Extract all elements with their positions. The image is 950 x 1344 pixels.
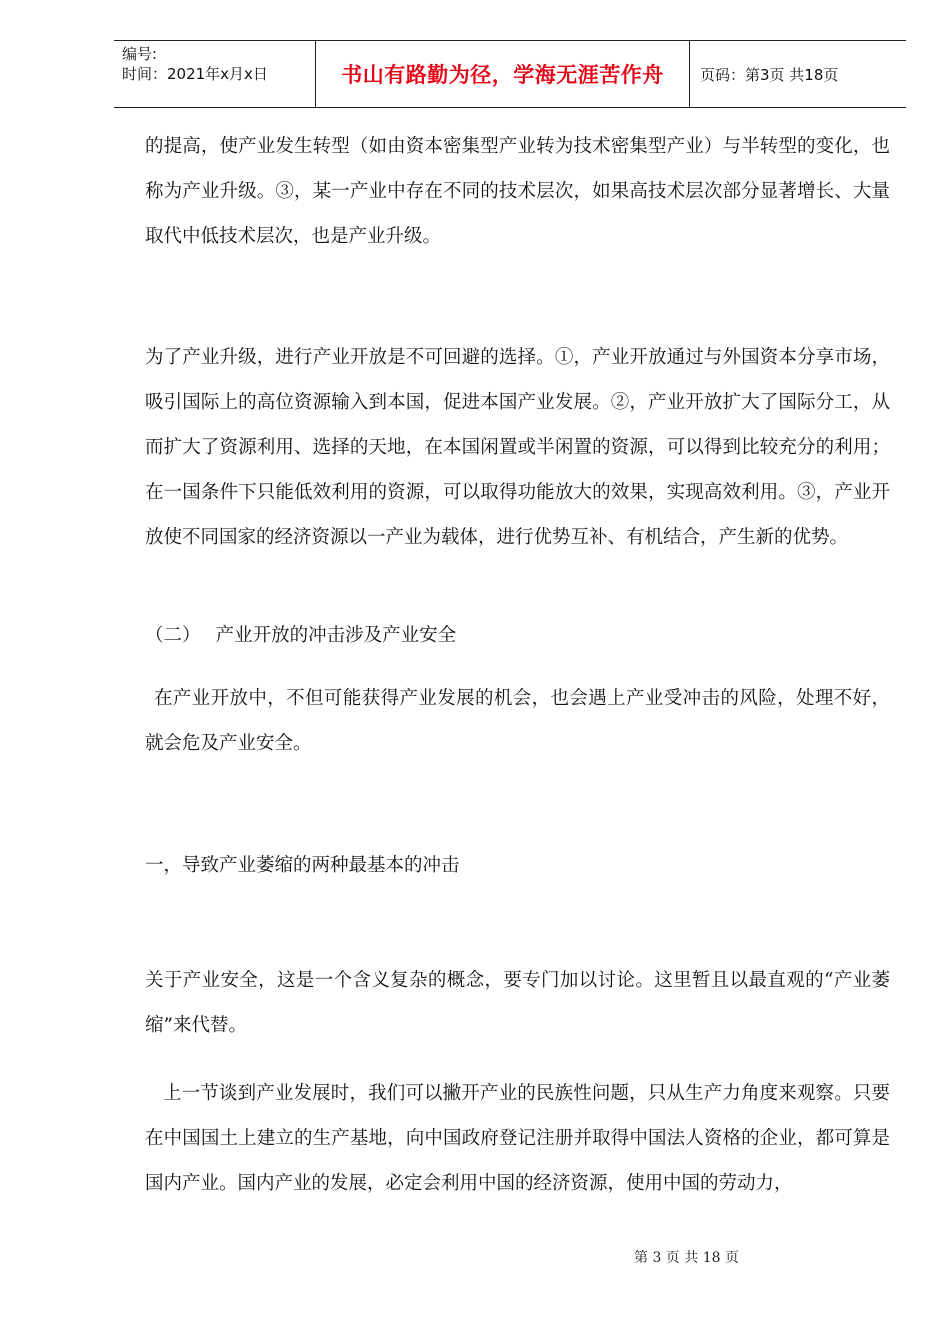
paragraph-industry-security: 关于产业安全，这是一个含义复杂的概念，要专门加以讨论。这里暂且以最直观的“产业萎缩”来代替。 <box>145 970 890 1036</box>
paragraph-opening-risk: 在产业开放中，不但可能获得产业发展的机会，也会遇上产业受冲击的风险，处理不好，就会危及产业安全。 <box>145 688 890 754</box>
document-number-label: 编号: <box>122 45 158 63</box>
document-time-label: 时间：2021年x月x日 <box>122 65 268 83</box>
paragraph-industry-upgrade-definition: 的提高，使产业发生转型（如由资本密集型产业转为技术密集型产业）与半转型的变化，也称为产业升级。③，某一产业中存在不同的技术层次，如果高技术层次部分显著增长、大量取代中低技术层次，也是产业升级。 <box>145 136 890 247</box>
page-header <box>114 40 906 108</box>
paragraph-opening-for-upgrade: 为了产业升级，进行产业开放是不可回避的选择。①，产业开放通过与外国资本分享市场，吸引国际上的高位资源输入到本国，促进本国产业发展。②，产业开放扩大了国际分工，从而扩大了资源利用、选择的天地，在本国闲置或半闲置的资源，可以得到比较充分的利用；在一国条件下只能低效利用的资源，可以取得功能放大的效果，实现高效利用。③，产业开放使不同国家的经济资源以一产业为载体，进行优势互补、有机结合，产生新的优势。 <box>145 347 890 548</box>
subheading-two-shocks: 一，导致产业萎缩的两种最基本的冲击 <box>145 855 460 876</box>
header-motto: 书山有路勤为径，学海无涯苦作舟 <box>341 63 664 87</box>
paragraph-domestic-industry: 上一节谈到产业发展时，我们可以撇开产业的民族性问题，只从生产力角度来观察。只要在中国国土上建立的生产基地，向中国政府登记注册并取得中国法人资格的企业，都可算是国内产业。国内产业的发展，必定会利用中国的经济资源，使用中国的劳动力， <box>145 1083 890 1194</box>
header-motto-cell <box>316 41 690 107</box>
page-footer: 第 3 页 共 18 页 <box>634 1250 739 1266</box>
section-heading-two: （二） 产业开放的冲击涉及产业安全 <box>145 625 457 646</box>
header-page-cell <box>690 41 906 107</box>
header-page-label: 页码：第3页 共18页 <box>700 65 839 84</box>
header-meta <box>114 41 316 107</box>
